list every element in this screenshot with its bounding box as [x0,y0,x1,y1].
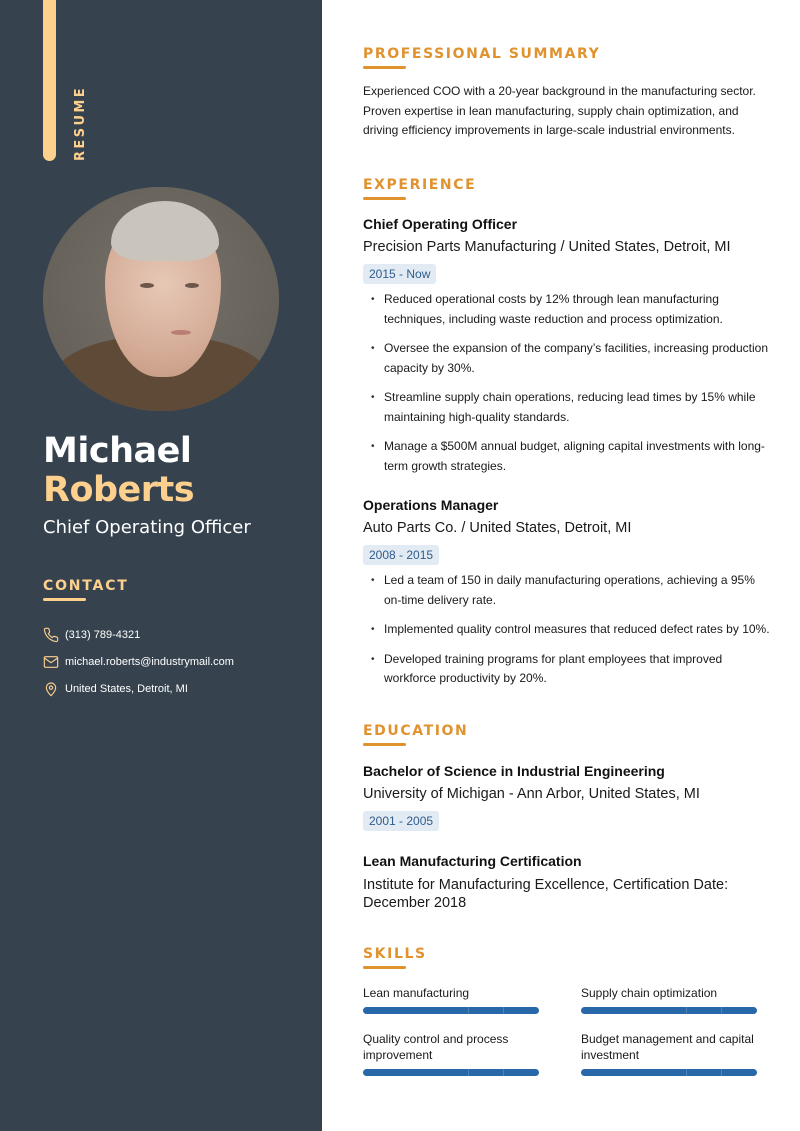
sidebar [0,0,322,1131]
decorative-accent-bar [43,0,56,161]
contact-location-value: United States, Detroit, MI [65,683,188,695]
contact-email[interactable] [43,654,234,670]
skill-label: Supply chain optimization [581,986,718,1000]
list-item: • Developed training programs for plant employees that improved workforce productivity by 20%. [363,650,773,689]
skill-label: Lean manufacturing [363,986,470,1000]
summary-heading: PROFESSIONAL SUMMARY [363,46,601,62]
list-item: • Manage a $500M annual budget, aligning capital investments with long-term growth strategies. [363,437,773,476]
skill-level-bar [363,1007,539,1014]
list-item: • Streamline supply chain operations, reducing lead times by 15% while maintaining high-quality standards. [363,388,773,427]
role-bullets [363,290,773,486]
location-pin-icon [43,681,59,697]
role-organization: Precision Parts Manufacturing / United States, Detroit, MI [363,239,731,255]
role-title: Chief Operating Officer [363,216,518,232]
profile-photo [43,187,279,411]
list-item: • Implemented quality control measures that reduced defect rates by 10%. [363,620,773,640]
skills-heading-underline [363,966,406,969]
phone-icon [43,627,59,643]
skill-label: Quality control and process improvement [363,1032,509,1062]
mail-icon [43,654,59,670]
role-bullets [363,571,773,699]
skill-level-bar [581,1069,757,1076]
skills-heading: SKILLS [363,946,427,962]
date-badge: 2015 - Now [363,264,436,284]
summary-text: Experienced COO with a 20-year background in the manufacturing sector. Proven expertise in lean manufacturing, supply chain optimization, and driving efficiency improvements in large-scale industrial environments. [363,84,756,137]
contact-email-value: michael.roberts@industrymail.com [65,656,234,668]
role-organization: Auto Parts Co. / United States, Detroit, MI [363,520,632,536]
skill-item [363,1031,539,1063]
first-name: Michael [43,431,192,471]
experience-heading-underline [363,197,406,200]
education-heading-underline [363,743,406,746]
summary-heading-underline [363,66,406,69]
list-item: • Oversee the expansion of the company’s facilities, increasing production capacity by 30%. [363,339,773,378]
education-title: Bachelor of Science in Industrial Engineering [363,763,665,779]
list-item: • Led a team of 150 in daily manufacturing operations, achieving a 95% on-time delivery rate. [363,571,773,610]
resume-vertical-label: RESUME [73,85,88,161]
contact-phone-value: (313) 789-4321 [65,629,141,641]
skill-level-bar [363,1069,539,1076]
education-institution: University of Michigan - Ann Arbor, United States, MI [363,786,700,802]
list-item: • Reduced operational costs by 12% through lean manufacturing techniques, including waste reduction and process optimization. [363,290,773,329]
job-title: Chief Operating Officer [43,517,251,538]
skill-level-bar [581,1007,757,1014]
contact-heading: CONTACT [43,578,129,594]
certification-title: Lean Manufacturing Certification [363,853,582,869]
last-name: Roberts [43,470,195,510]
skill-item [581,1031,757,1063]
role-title: Operations Manager [363,497,499,513]
full-name [43,432,194,510]
education-heading: EDUCATION [363,723,469,739]
contact-location [43,681,188,697]
skill-item [363,985,539,1001]
contact-phone[interactable] [43,627,140,643]
certification-institution: Institute for Manufacturing Excellence, Certification Date: December 2018 [363,877,729,911]
date-badge: 2001 - 2005 [363,811,439,831]
experience-heading: EXPERIENCE [363,177,477,193]
skill-item [581,985,757,1001]
contact-heading-underline [43,598,86,601]
date-badge: 2008 - 2015 [363,545,439,565]
skill-label: Budget management and capital investment [581,1032,754,1062]
